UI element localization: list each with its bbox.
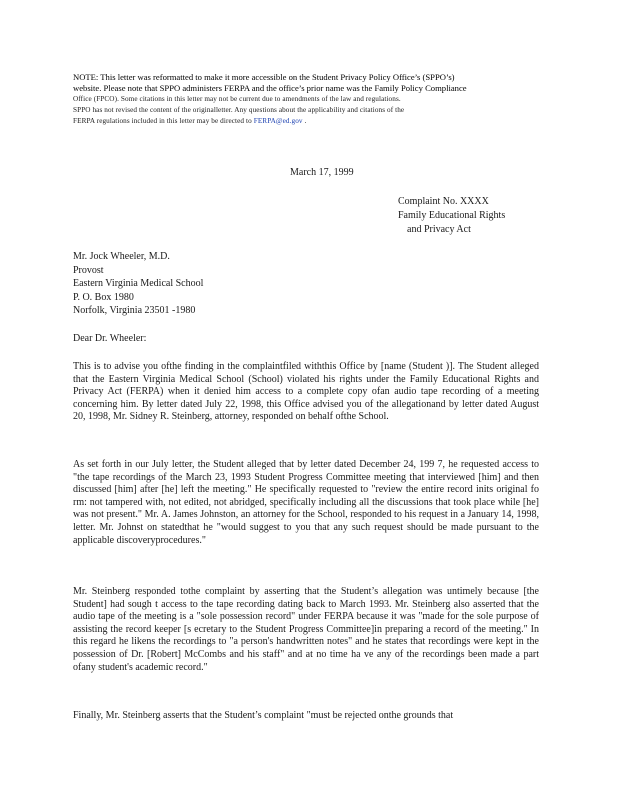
recipient-city: Norfolk, Virginia 23501 -1980 <box>73 305 196 317</box>
note-line-2: website. Please note that SPPO administers FERPA and the office’s prior name was the Family Policy Compliance <box>73 83 467 93</box>
paragraph-3: Mr. Steinberg responded tothe complaint by asserting that the Student’s allegation was untimely because [the Student] had sough t access to the tape recording dating back to March 1993. Mr. Steinberg also asserted that the audio tape of the meeting is a "sole possession record" under FERPA because it was "made for the sole purpose of assisting the record keeper [s ecretary to the Student Progress Committee]in preparing a record of the meeting." In this regard he likens the recordings to "a person's handwritten notes" and he states that recordings were kept in the possession of Dr. [Robert] McCombs and his staff" and at no time ha ve any of the recordings been made a part ofany student's academic record." <box>73 586 539 673</box>
note-line-4: SPPO has not revised the content of the originalletter. Any questions about the applicability and citations of the <box>73 106 405 114</box>
paragraph-1: This is to advise you ofthe finding in the complaintfiled withthis Office by [name (Student )]. The Student alleged that the Eastern Virginia Medical School (School) violated his rights under the Family Educational Rights and Privacy Act (FERPA) when it denied him access to a complete copy ofan audio tape recording of a meeting concerning him. By letter dated July 22, 1998, this Office advised you of the allegationand by letter dated August 20, 1998, Mr. Sidney R. Steinberg, attorney, responded on behalf ofthe School. <box>73 361 539 423</box>
reformat-note <box>73 72 545 127</box>
ferpa-email-link[interactable]: FERPA@ed.gov <box>253 117 303 125</box>
paragraph-2: As set forth in our July letter, the Student alleged that by letter dated December 24, 199 7, he requested access to "the tape recordings of the March 23, 1993 Student Progress Committee meeting that interviewed [him] and then discussed [him] after [he] left the meeting." He specifically requested to "review the entire record inits original fo rm: not tampered with, not edited, not abridged, specifically including all the discussions that took place while [he] was not present." Mr. A. James Johnston, an attorney for the School, responded to his request in a January 14, 1998, letter. Mr. Johnst on statedthat he "would suggest to you that any such request should be made pursuant to the applicable discoveryprocedures." <box>73 459 539 546</box>
complaint-number: Complaint No. XXXX <box>398 196 489 207</box>
complaint-reference <box>398 195 538 237</box>
note-line-5 <box>73 116 545 127</box>
salutation: Dear Dr. Wheeler: <box>73 333 147 344</box>
recipient-institution: Eastern Virginia Medical School <box>73 278 204 290</box>
complaint-act-line-1: Family Educational Rights <box>398 210 506 221</box>
recipient-address <box>73 250 203 318</box>
paragraph-4: Finally, Mr. Steinberg asserts that the Student’s complaint "must be rejected onthe grounds that <box>73 710 454 721</box>
letter-date: March 17, 1999 <box>290 167 354 178</box>
note-line-5-prefix: FERPA regulations included in this letter may be directed to <box>73 117 252 125</box>
note-line-3: Office (FPCO). Some citations in this letter may not be current due to amendments of the law and regulations. <box>73 95 401 103</box>
recipient-name: Mr. Jock Wheeler, M.D. <box>73 251 170 262</box>
recipient-title: Provost <box>73 264 104 276</box>
complaint-act-line-2: and Privacy Act <box>407 224 471 235</box>
recipient-po-box: P. O. Box 1980 <box>73 291 134 303</box>
note-line-1: NOTE: This letter was reformatted to make it more accessible on the Student Privacy Policy Office’s (SPPO’s) <box>73 72 455 82</box>
note-line-5-suffix: . <box>304 117 307 125</box>
